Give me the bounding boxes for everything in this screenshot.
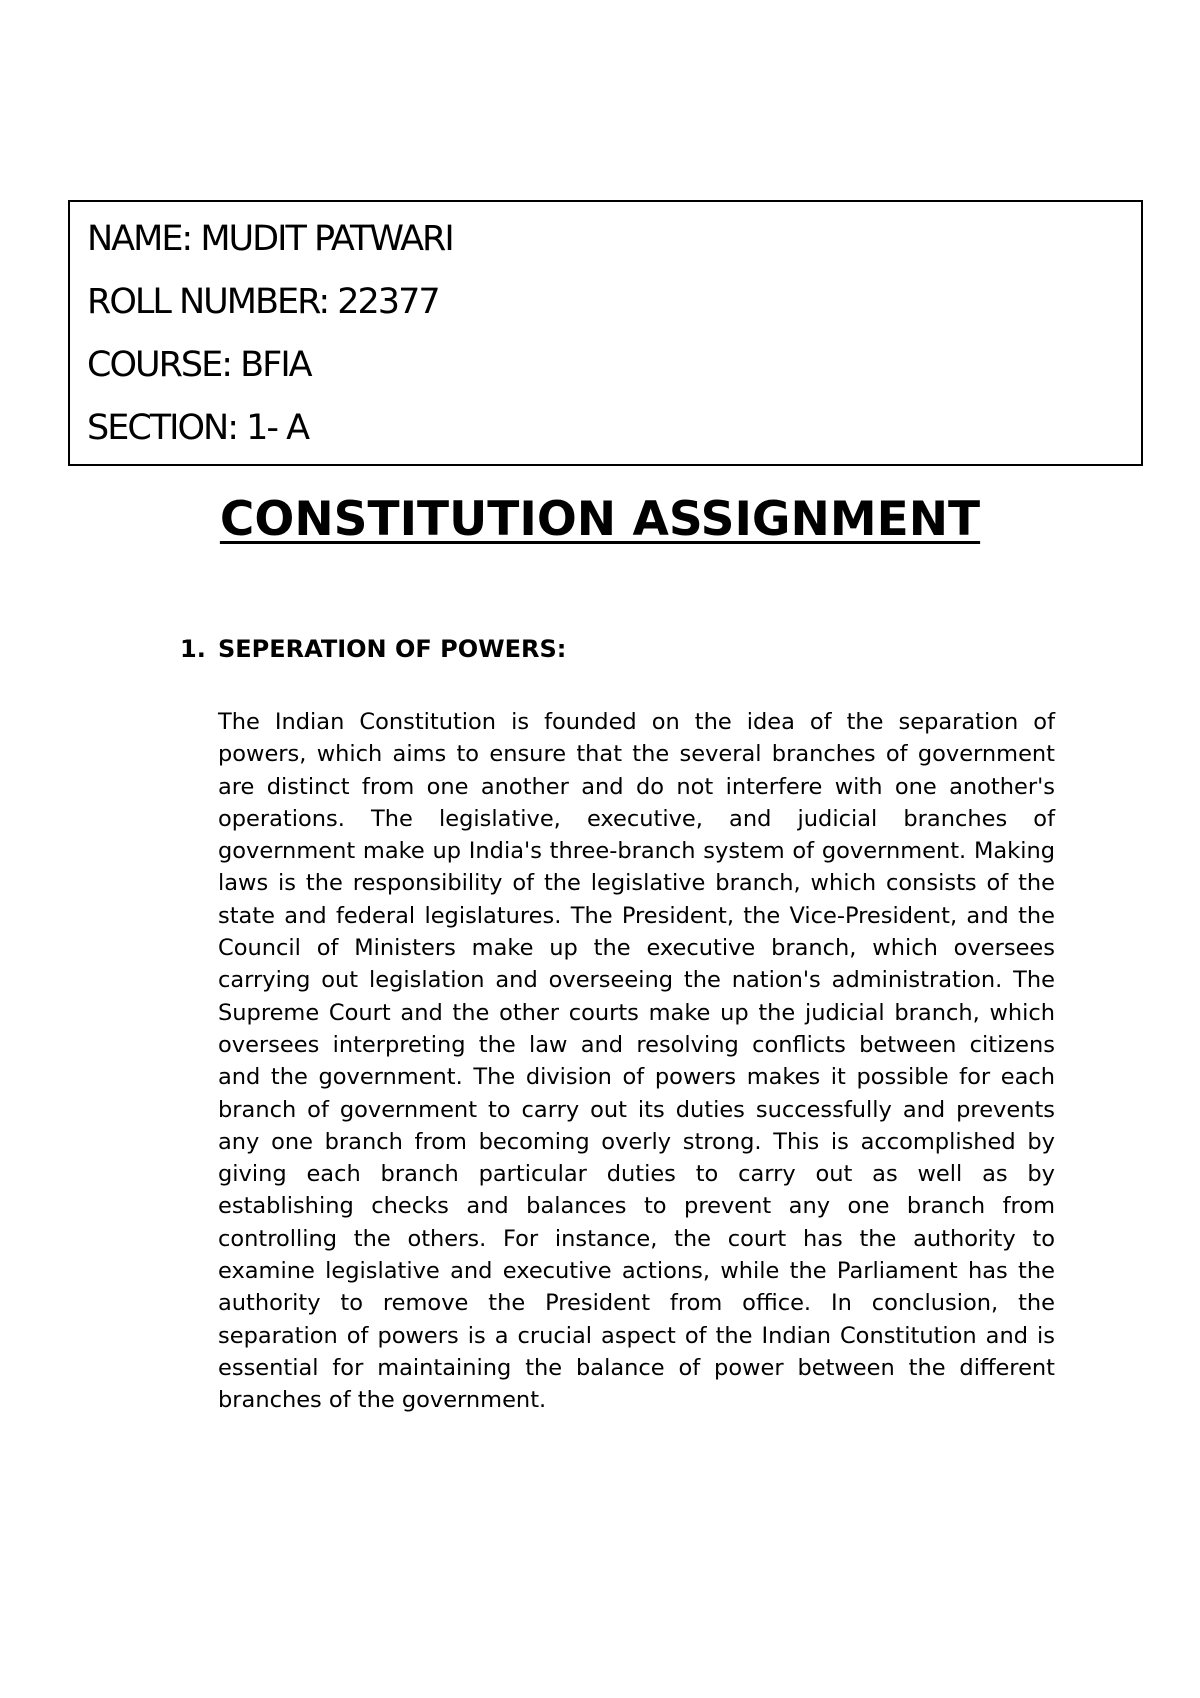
section-number: 1. (180, 635, 206, 663)
document-title: CONSTITUTION ASSIGNMENT (219, 492, 981, 547)
section-heading-text: SEPERATION OF POWERS: (218, 635, 567, 663)
student-info-box (68, 200, 1143, 466)
student-section: SECTION: 1- A (87, 408, 309, 448)
student-course: COURSE: BFIA (87, 345, 311, 385)
section-heading (180, 632, 566, 666)
student-name: NAME: MUDIT PATWARI (87, 219, 453, 259)
section-body-paragraph: The Indian Constitution is founded on the idea of the separation of powers, which aims to ensure that the several branches of government are distinct from one another and do not interfere with one another's operations. The legislative, executive, and judicial branches of government make up India's three-branch system of government. Making laws is the responsibility of the legislative branch, which consists of the state and federal legislatures. The President, the Vice-President, and the Council of Ministers make up the executive branch, which oversees carrying out legislation and overseeing the nation's administration. The Supreme Court and the other courts make up the judicial branch, which oversees interpreting the law and resolving conflicts between citizens and the government. The division of powers makes it possible for each branch of government to carry out its duties successfully and prevents any one branch from becoming overly strong. This is accomplished by giving each branch particular duties to carry out as well as by establishing checks and balances to prevent any one branch from controlling the others. For instance, the court has the authority to examine legislative and executive actions, while the Parliament has the authority to remove the President from office. In conclusion, the separation of powers is a crucial aspect of the Indian Constitution and is essential for maintaining the balance of power between the different branches of the government. (218, 709, 1055, 1414)
student-roll-number: ROLL NUMBER: 22377 (87, 282, 439, 322)
